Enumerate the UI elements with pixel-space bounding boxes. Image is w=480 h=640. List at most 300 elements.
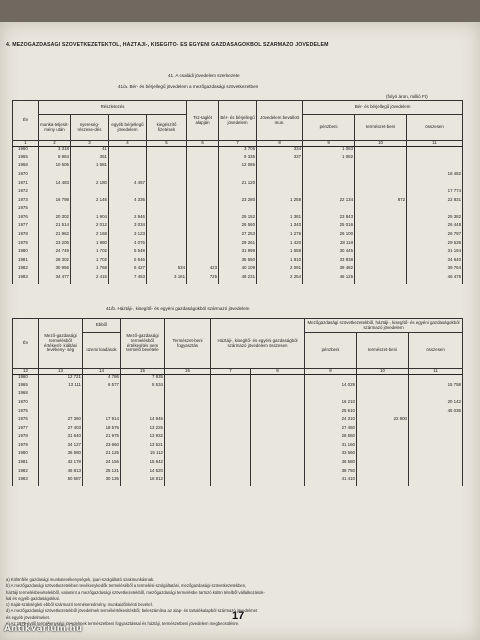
value-cell [187,232,219,241]
value-cell [257,189,303,198]
value-cell [251,460,305,469]
value-cell: 17 914 [83,417,121,426]
column-number: 12 [13,369,39,375]
value-cell [187,181,219,190]
value-cell: 26 100 [303,232,355,241]
year-cell: 1960 [13,146,39,155]
value-cell [409,374,463,383]
header-c20: összesen [409,333,463,369]
value-cell: 30 136 [83,477,121,486]
year-cell: 1982 [13,266,39,275]
value-cell [251,469,305,478]
value-cell: 36 580 [305,460,357,469]
header-c15: Mező-gazdasági termelésből értékesítés nem termelő bevétele [121,319,165,369]
value-cell: 26 448 [407,223,463,232]
table-household-income [12,318,463,486]
column-number: 9 [305,369,357,375]
value-cell [165,469,211,478]
year-cell: 1972 [13,189,39,198]
value-cell: 23 843 [303,215,355,224]
value-cell: 1 581 [71,163,109,172]
value-cell [39,189,71,198]
table-row [13,460,463,469]
header-c10: természet-beni [355,115,407,141]
header-c9: pénzbeni [303,115,355,141]
year-cell: 1982 [13,469,39,478]
value-cell [109,172,147,181]
header-c16: Természet-beni fogyasztás [165,319,211,369]
table-row [13,426,463,435]
value-cell [211,434,251,443]
value-cell [165,383,211,392]
value-cell: 1 276 [257,232,303,241]
value-cell [355,232,407,241]
column-number: 13 [39,369,83,375]
value-cell [165,391,211,400]
header-group-wages: Részletezés [39,101,187,115]
footnote-line: és egyéb jövedelmeket. [6,614,50,620]
header-c3: nyereség-részese-dés [71,115,109,141]
document-title: 4. MEZŐGAZDASÁGI SZÖVETKEZETEKTŐL, HÁZTÁJI-, KISEGÍTŐ- ÉS EGYÉNI GAZDASÁGOKBÓL SZÁRMAZÓ JÖVEDELEM [6,42,329,48]
value-cell: 423 [187,266,219,275]
value-cell: 31 640 [39,434,83,443]
value-cell [251,443,305,452]
year-cell: 1981 [13,258,39,267]
table-row [13,275,463,284]
value-cell: 46 813 [39,469,83,478]
table-row [13,400,463,409]
value-cell [303,163,355,172]
value-cell [251,417,305,426]
unit-note: (folyó áron, millió Ft) [386,94,428,99]
value-cell: 21 975 [83,434,121,443]
table-row [13,477,463,486]
value-cell: 29 261 [219,241,257,250]
value-cell [147,181,187,190]
value-cell [211,477,251,486]
table-row [13,232,463,241]
value-cell: 25 121 [83,469,121,478]
year-cell: 1983 [13,275,39,284]
value-cell: 41 410 [305,477,357,486]
section1-subheading: 41/a. Bér- és bérjellegű jövedelem a mezőgazdasági szövetkezetben [118,84,259,89]
value-cell [109,146,147,155]
value-cell [355,249,407,258]
footnote-line: e) Az 1975 évtől termékenységi jövedelmek természetbeni fogyasztással és háztáji, természetbeni jövedelem megbecsülésre. [6,621,240,627]
value-cell [251,426,305,435]
value-cell: 5 548 [109,249,147,258]
value-cell: 3 318 [39,146,71,155]
value-cell: 23 280 [219,198,257,207]
value-cell: 22 800 [357,417,409,426]
value-cell [187,198,219,207]
value-cell [39,391,83,400]
column-number: 7 [219,141,257,147]
value-cell: 4 076 [109,241,147,250]
value-cell [251,451,305,460]
value-cell [251,434,305,443]
value-cell: 22 134 [303,198,355,207]
value-cell: 18 576 [83,426,121,435]
column-number: 4 [109,141,147,147]
value-cell [409,443,463,452]
year-cell: 1980 [13,451,39,460]
year-cell: 1979 [13,241,39,250]
value-cell [409,469,463,478]
value-cell: 28 550 [305,434,357,443]
value-cell [109,206,147,215]
value-cell [219,206,257,215]
watermark-logo: Antikvarium.hu [4,624,83,634]
value-cell: 24 156 [83,460,121,469]
value-cell: 334 [257,146,303,155]
value-cell: 50 587 [39,477,83,486]
table-row [13,391,463,400]
value-cell: 1 702 [71,249,109,258]
value-cell [357,426,409,435]
value-cell: 40 109 [219,266,257,275]
value-cell [147,215,187,224]
value-cell [121,391,165,400]
value-cell [165,417,211,426]
table-row [13,206,463,215]
value-cell [165,451,211,460]
footnote-line: c) Saját-szükségleti ebből származó terméseredmény, munkaidőnkénti bevétel. [6,602,153,608]
value-cell: 34 127 [39,443,83,452]
value-cell [409,477,463,486]
header-c13: üzemi kiadások [83,333,121,369]
column-number: 3 [71,141,109,147]
value-cell: 872 [355,198,407,207]
value-cell [357,451,409,460]
header-group-income: Bér- és bérjellegű jövedelem [303,101,463,115]
value-cell [83,391,121,400]
value-cell: 34 640 [407,258,463,267]
value-cell: 14 946 [121,417,165,426]
table-row [13,409,463,418]
value-cell [187,146,219,155]
value-cell: 1 381 [257,215,303,224]
value-cell: 1 768 [71,266,109,275]
value-cell [187,223,219,232]
value-cell: 21 962 [39,232,71,241]
table-row [13,434,463,443]
value-cell [211,391,251,400]
value-cell: 6 427 [109,266,147,275]
value-cell [407,155,463,164]
value-cell [187,172,219,181]
table-row [13,266,463,275]
value-cell: 2 012 [71,223,109,232]
value-cell: 1 083 [303,146,355,155]
year-cell: 1968 [13,163,39,172]
value-cell [251,374,305,383]
value-cell [165,400,211,409]
footnote-line: háztáji termelésbevételekből, valamint a mezőgazdasági szövetkezetekből, mezőgazdasági termelésbe tartozó külön tételből vállalkozások- [6,589,265,595]
year-cell: 1976 [13,215,39,224]
value-cell [187,215,219,224]
value-cell [303,172,355,181]
value-cell: 4 457 [109,181,147,190]
value-cell [187,189,219,198]
value-cell [165,374,211,383]
value-cell [219,189,257,198]
header-c7: Bér- és bérjellegű jövedelem [219,101,257,141]
header-c8: Jövedelem bevallott mun. [257,101,303,141]
value-cell [303,189,355,198]
value-cell [187,206,219,215]
value-cell: 41 [71,146,109,155]
value-cell: 28 302 [39,258,71,267]
year-cell: 1976 [13,417,39,426]
value-cell [147,241,187,250]
value-cell [407,181,463,190]
value-cell: 33 560 [305,451,357,460]
year-cell: 1965 [13,155,39,164]
header-year-2: Év [13,319,39,369]
year-cell: 1979 [13,443,39,452]
value-cell: 39 764 [407,266,463,275]
value-cell: 38 750 [305,469,357,478]
value-cell: 15 842 [121,460,165,469]
value-cell [39,409,83,418]
value-cell [257,172,303,181]
value-cell: 7 453 [109,275,147,284]
year-cell: 1980 [13,249,39,258]
value-cell [305,391,357,400]
value-cell [147,189,187,198]
value-cell [147,258,187,267]
value-cell [211,451,251,460]
value-cell [409,460,463,469]
value-cell [83,400,121,409]
value-cell [147,155,187,164]
table-row [13,146,463,155]
value-cell: 45 036 [409,409,463,418]
footnote-line: kal és egyéb gazdaságokkal. [6,595,60,601]
value-cell: 46 125 [303,275,355,284]
value-cell: 15 112 [121,451,165,460]
value-cell [355,258,407,267]
table-row [13,181,463,190]
table-row [13,258,463,267]
value-cell [211,374,251,383]
value-cell [409,434,463,443]
header-c17: Háztáji-, kisegítő- és egyéni gazdaságból származó jövedelem összesen [211,319,305,369]
value-cell [147,223,187,232]
value-cell [71,206,109,215]
table-row [13,383,463,392]
value-cell: 14 029 [305,383,357,392]
value-cell: 8 984 [39,155,71,164]
value-cell [355,241,407,250]
header-c12: Mező-gazdasági termelésből értékesít- kiáltási tevékeny- ség [39,319,83,369]
value-cell [257,206,303,215]
column-number: 5 [147,141,187,147]
value-cell: 1 258 [257,198,303,207]
value-cell: 13 111 [39,383,83,392]
document-page [0,22,480,640]
year-cell: 1971 [13,181,39,190]
header-c2: munka-teljesít-mény után [39,115,71,141]
value-cell [409,451,463,460]
value-cell [211,400,251,409]
value-cell: 35 550 [219,258,257,267]
value-cell: 2 415 [71,275,109,284]
value-cell: 21 120 [219,181,257,190]
value-cell: 351 [71,155,109,164]
value-cell: 23 660 [83,443,121,452]
year-cell: 1975 [13,409,39,418]
year-cell: 1983 [13,477,39,486]
year-cell: 1981 [13,460,39,469]
value-cell [355,189,407,198]
value-cell: 26 560 [219,223,257,232]
column-number: 2 [39,141,71,147]
value-cell [251,477,305,486]
header-c5: kiegészítő fizetések [147,115,187,141]
value-cell [355,181,407,190]
value-cell [355,215,407,224]
value-cell: 1 904 [71,215,109,224]
column-number: 6 [187,141,219,147]
table-row [13,417,463,426]
column-number: 10 [357,369,409,375]
value-cell [257,181,303,190]
value-cell [121,400,165,409]
year-cell: 1977 [13,223,39,232]
value-cell [219,172,257,181]
value-cell [109,155,147,164]
header-group-total: Mezőgazdasági szövetkezetekből, háztáji-, kisegítő- és egyéni gazdaságokból származó jövedelem [305,319,463,333]
value-cell: 1 420 [257,241,303,250]
value-cell: 2 946 [109,215,147,224]
value-cell: 46 475 [407,275,463,284]
value-cell [357,443,409,452]
value-cell: 9 335 [219,155,257,164]
value-cell [357,469,409,478]
value-cell: 39 482 [303,266,355,275]
value-cell: 13 226 [121,426,165,435]
value-cell: 25 152 [219,215,257,224]
value-cell [211,426,251,435]
value-cell: 2 168 [71,232,109,241]
value-cell: 1 810 [257,258,303,267]
value-cell: 1 980 [71,241,109,250]
value-cell: 10 505 [39,163,71,172]
value-cell: 5 546 [109,258,147,267]
table-row [13,443,463,452]
value-cell [409,417,463,426]
table-row [13,469,463,478]
value-cell: 3 161 [147,275,187,284]
value-cell [355,172,407,181]
value-cell: 12 086 [219,163,257,172]
header-c4: egyéb bérjellegű jövedelem [109,115,147,141]
value-cell: 33 838 [303,258,355,267]
year-cell: 1965 [13,383,39,392]
year-cell: 1970 [13,172,39,181]
year-cell: 1975 [13,206,39,215]
value-cell: 2 254 [257,275,303,284]
value-cell [71,172,109,181]
header-c19: természet-beni [357,333,409,369]
value-cell [407,206,463,215]
value-cell: 534 [147,266,187,275]
year-cell: 1977 [13,426,39,435]
value-cell: 20 142 [409,400,463,409]
value-cell: 12 721 [39,374,83,383]
year-cell: 1970 [13,400,39,409]
value-cell: 1 702 [71,258,109,267]
table-row [13,189,463,198]
header-group-ebbol: Ebből [83,319,121,333]
column-number: 8 [257,141,303,147]
value-cell [147,146,187,155]
value-cell: 31 999 [219,249,257,258]
column-number: 11 [407,141,463,147]
value-cell: 7 935 [121,374,165,383]
value-cell [147,198,187,207]
value-cell [165,443,211,452]
value-cell: 36 880 [39,451,83,460]
value-cell: 30 445 [303,249,355,258]
value-cell [355,163,407,172]
value-cell: 16 210 [305,400,357,409]
value-cell: 27 360 [39,417,83,426]
footnote-line: b) A mezőgazdasági szövetkezetekben tevékenykedők termeléséből a termelési-szolgáltatási, mezőgazdasági szövetkezetekben, [6,583,247,589]
value-cell: 27 450 [305,426,357,435]
value-cell: 20 302 [39,215,71,224]
value-cell: 31 194 [407,249,463,258]
column-number: 11 [409,369,463,375]
value-cell: 21 125 [83,451,121,460]
value-cell: 22 831 [407,198,463,207]
value-cell: 1 082 [303,155,355,164]
value-cell: 2 146 [71,198,109,207]
value-cell [407,163,463,172]
value-cell: 1 558 [257,249,303,258]
value-cell [257,163,303,172]
value-cell [357,400,409,409]
table-row [13,223,463,232]
table-row [13,249,463,258]
value-cell: 14 520 [121,469,165,478]
value-cell: 29 536 [407,241,463,250]
footnote-line: a) Különféle gazdasági munkatevékenységek, ipari-szolgáltató szakmunkásnak. [6,577,155,582]
value-cell [147,163,187,172]
value-cell [357,374,409,383]
value-cell: 23 205 [39,241,71,250]
value-cell: 28 118 [303,241,355,250]
value-cell: 3 034 [109,223,147,232]
value-cell: 30 956 [39,266,71,275]
value-cell [355,266,407,275]
footnote-line: d) A mezőgazdasági szövetkezetekből jövedelmek termékértékesítésből, beleszámítva az alap- és tartalékalapból származó jövedelmet [6,608,258,614]
value-cell [211,417,251,426]
column-number: 15 [121,369,165,375]
value-cell [147,232,187,241]
value-cell: 4 336 [109,198,147,207]
value-cell: 4 786 [83,374,121,383]
value-cell: 13 521 [121,443,165,452]
value-cell: 16 812 [121,477,165,486]
value-cell [39,400,83,409]
value-cell [357,477,409,486]
value-cell [187,241,219,250]
value-cell [187,249,219,258]
value-cell [211,460,251,469]
